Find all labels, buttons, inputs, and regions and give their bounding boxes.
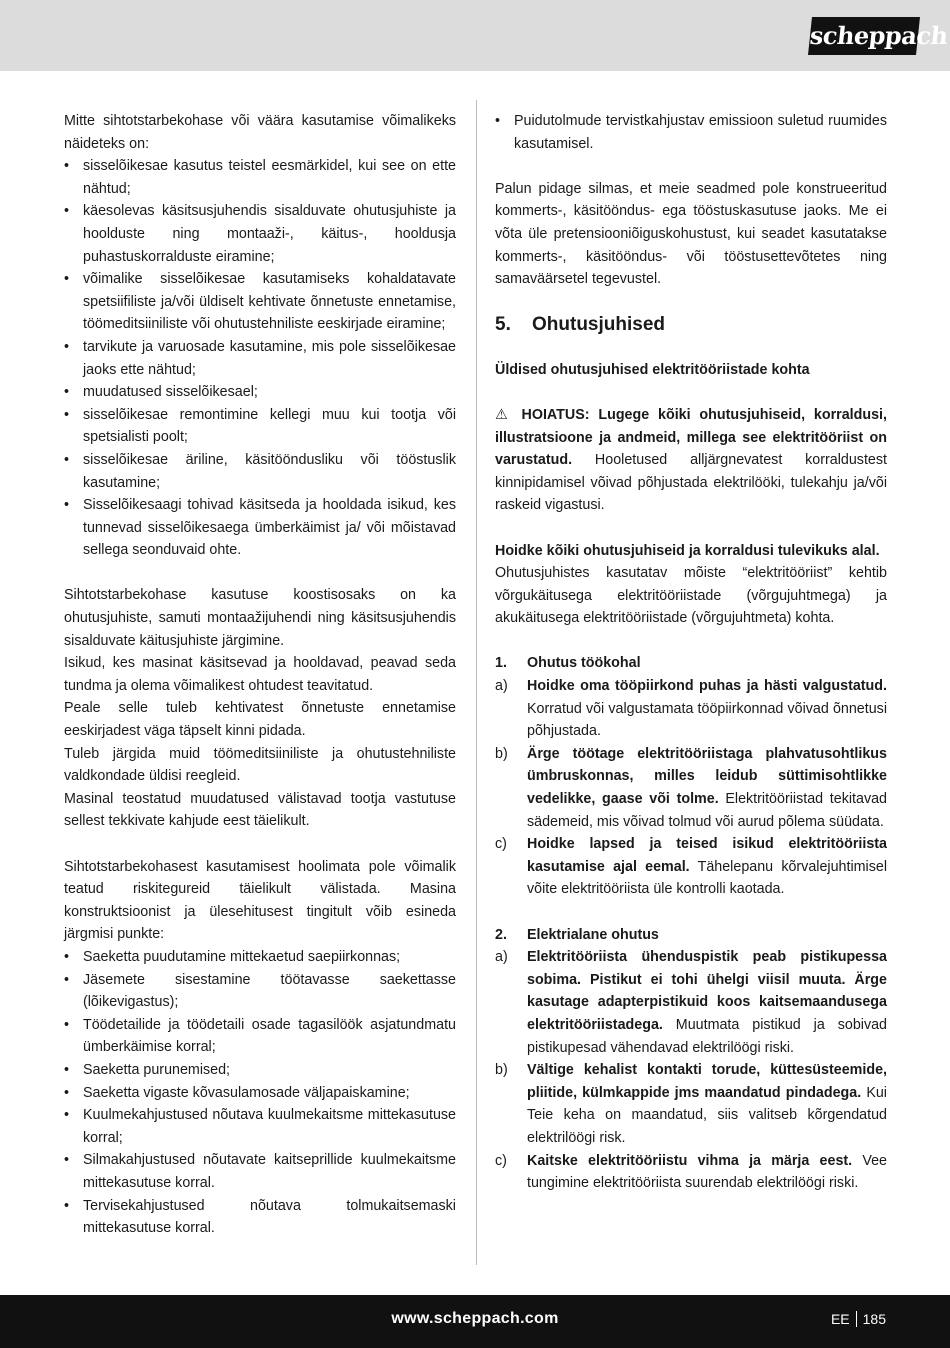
general-safety-heading: Üldised ohutusjuhised elektritööriistade kohta [495,361,810,378]
paragraph: Masinal teostatud muudatused välistavad tootja vastutuse sellest tekkivate kahjude eest täielikult. [64,790,456,830]
list-item: • Sisselõikesaagi tohivad käsitseda ja hooldada isikud, kes tunnevad sisselõikesaega ümberkäimist ja/ või mõistavad sellega seonduvaid ohte. [64,494,456,562]
list-item: • Töödetailide ja töödetaili osade tagasilöök asjatundmatu ümberkäimise korral; [64,1014,456,1059]
list-item: • Puidutolmude tervistkahjustav emissioon suletud ruumides kasutamisel. [495,110,887,155]
term-definition: Ohutusjuhistes kasutatav mõiste “elektritööriist” kehtib võrgukäitusega elektritööriistade (võrgujuhtmega) ja akukäitusega elektritööriistade (võrgujuhtmeta) kohta. [495,565,887,627]
right-column [495,110,887,1195]
list-item: • Saeketta puudutamine mittekaetud saepiirkonnas; [64,946,456,969]
language-code: EE [830,1311,850,1327]
header-bar [0,0,950,71]
warning-text: Hooletused alljärgnevatest korraldustest kinnipidamisel võivad põhjustada elektrilööki, tulekahju ja/või raskeid vigastusi. [495,452,887,514]
list-item: c) Kaitske elektritööriistu vihma ja märja eest. Vee tungimine elektritööriista suurendab elektrilöögi riski. [495,1152,887,1192]
paragraph: Peale selle tuleb kehtivatest õnnetuste ennetamise eeskirjadest väga täpselt kinni pidada. [64,700,456,740]
section-title [495,313,887,337]
paragraph: Isikud, kes masinat käsitsevad ja hooldavad, peavad seda tundma ja olema võimalikest ohtudest teavitatud. [64,655,456,694]
list-item: • Kuulmekahjustused nõutava kuulmekaitsme mittekasutuse korral; [64,1104,456,1149]
commercial-notice: Palun pidage silmas, et meie seadmed pole konstrueeritud kommerts-, käsitööndus- ega tööstuskasutuse jaoks. Me ei võta üle pretensiooniõiguskohustust, kui seadet kasutatakse kommerts-, käsitööndus- või tööstusettevõtetes ning samaväärsetel tegevustel. [495,180,887,288]
list-item: • Silmakahjustused nõutavate kaitseprillide kuulmekaitsme mittekasutuse korral. [64,1149,456,1194]
misuse-list [64,155,456,562]
warning-bold: HOIATUS: Lugege kõiki ohutusjuhiseid, korraldusi, illustratsioone ja andmeid, millega see elektritööriist on varustatud. [495,406,887,469]
list-item: a) Hoidke oma tööpiirkond puhas ja hästi valgustatud. Korratud või valgustamata tööpiirkonnad võivad õnnetusi põhjustada. [495,678,887,740]
keep-instructions-heading: Hoidke kõiki ohutusjuhiseid ja korraldusi tulevikuks alal. [495,542,880,559]
list-item: • sisselõikesae remontimine kellegi muu kui tootja või spetsialisti poolt; [64,404,456,449]
page-number: 185 [862,1311,886,1327]
paragraph: Sihtotstarbekohase kasutuse koostisosaks on ka ohutusjuhiste, samuti montaažijuhendi ning käsitsusjuhendis sisalduvate käitusjuhiste järgimine. [64,587,456,649]
emission-list [495,110,887,155]
section-number: 5. [495,313,511,335]
list-item: b) Ärge töötage elektritööriistaga plahvatusohtlikus ümbruskonnas, milles leidub süttimisohtlikke vedelikke, gaase või tolme. Elektritööriistad tekitavad sädemeid, mis võivad tolmud või aurud põlema süüdata. [495,745,887,830]
misuse-intro: Mitte sihtotstarbekohase või väära kasutamise võimalikeks näideteks on: [64,113,456,152]
website-link[interactable]: www.scheppach.com [391,1310,559,1327]
risk-list [64,946,456,1240]
page-indicator [831,1295,886,1343]
list-item: • Saeketta purunemised; [64,1059,456,1082]
list-item: • tarvikute ja varuosade kasutamine, mis pole sisselõikesae jaoks ette nähtud; [64,336,456,381]
list-item: a) Elektritööriista ühenduspistik peab pistikupessa sobima. Pistikut ei tohi ühelgi viisil muuta. Ärge kasutage adapterpistikuid koos kaitsemaandusega elektritööriistadega. Muutmata pistikud ja sobivad pistikupesad vähendavad elektrilöögi riski. [495,949,887,1056]
paragraph: Tuleb järgida muid töömeditsiiniliste ja ohutustehniliste valdkondade üldisi reegleid. [64,745,456,785]
electrical-safety-heading: 2. Elektrialane ohutus [495,926,659,943]
warning-paragraph [495,404,887,517]
section-title-text: Ohutusjuhised [532,313,665,335]
list-item: b) Vältige kehalist kontakti torude, küttesüsteemide, pliitide, külmkappide jms maandatud pindadega. Kui Teie keha on maandatud, siis valitseb kõrgendatud elektrilöögi risk. [495,1062,887,1146]
risk-intro: Sihtotstarbekohasest kasutamisest hoolimata pole võimalik teatud riskitegureid täielikult välistada. Masina konstruktsioonist ja ülesehitusest tingitult võib esineda järgmisi punkte: [64,858,456,943]
list-item: • sisselõikesae kasutus teistel eesmärkidel, kui see on ette nähtud; [64,155,456,200]
brand-logo: scheppach [808,17,920,55]
left-column [64,110,456,1240]
list-item: • sisselõikesae äriline, käsitööndusliku või tööstuslik kasutamine; [64,449,456,494]
warning-triangle-icon: ⚠ [495,406,513,423]
footer-bar [0,1295,950,1348]
list-item: • Tervisekahjustused nõutava tolmukaitsemaski mittekasutuse korral. [64,1195,456,1240]
workplace-safety-heading: 1. Ohutus töökohal [495,655,641,672]
list-item: • käesolevas käsitsusjuhendis sisalduvate ohutusjuhiste ja hoolduste ning montaaži-, käitus-, hooldusja puhastuskorralduste eiramine; [64,200,456,268]
list-item: • Jäsemete sisestamine töötavasse saekettasse (lõikevigastus); [64,969,456,1014]
list-item: c) Hoidke lapsed ja teised isikud elektritööriista kasutamise ajal eemal. Tähelepanu kõrvalejuhtimisel võite elektritööriista üle kontrolli kaotada. [495,836,887,898]
column-divider [476,100,477,1265]
separator [856,1311,857,1327]
list-item: • võimalike sisselõikesae kasutamiseks kohaldatavate spetsiifiliste ja/või üldiselt kehtivate õnnetuste ennetamise, töömeditsiiniliste või ohutustehniliste eeskirjade eiramine; [64,268,456,336]
list-item: • Saeketta vigaste kõvasulamosade väljapaiskamine; [64,1082,456,1105]
list-item: • muudatused sisselõikesael; [64,381,456,404]
